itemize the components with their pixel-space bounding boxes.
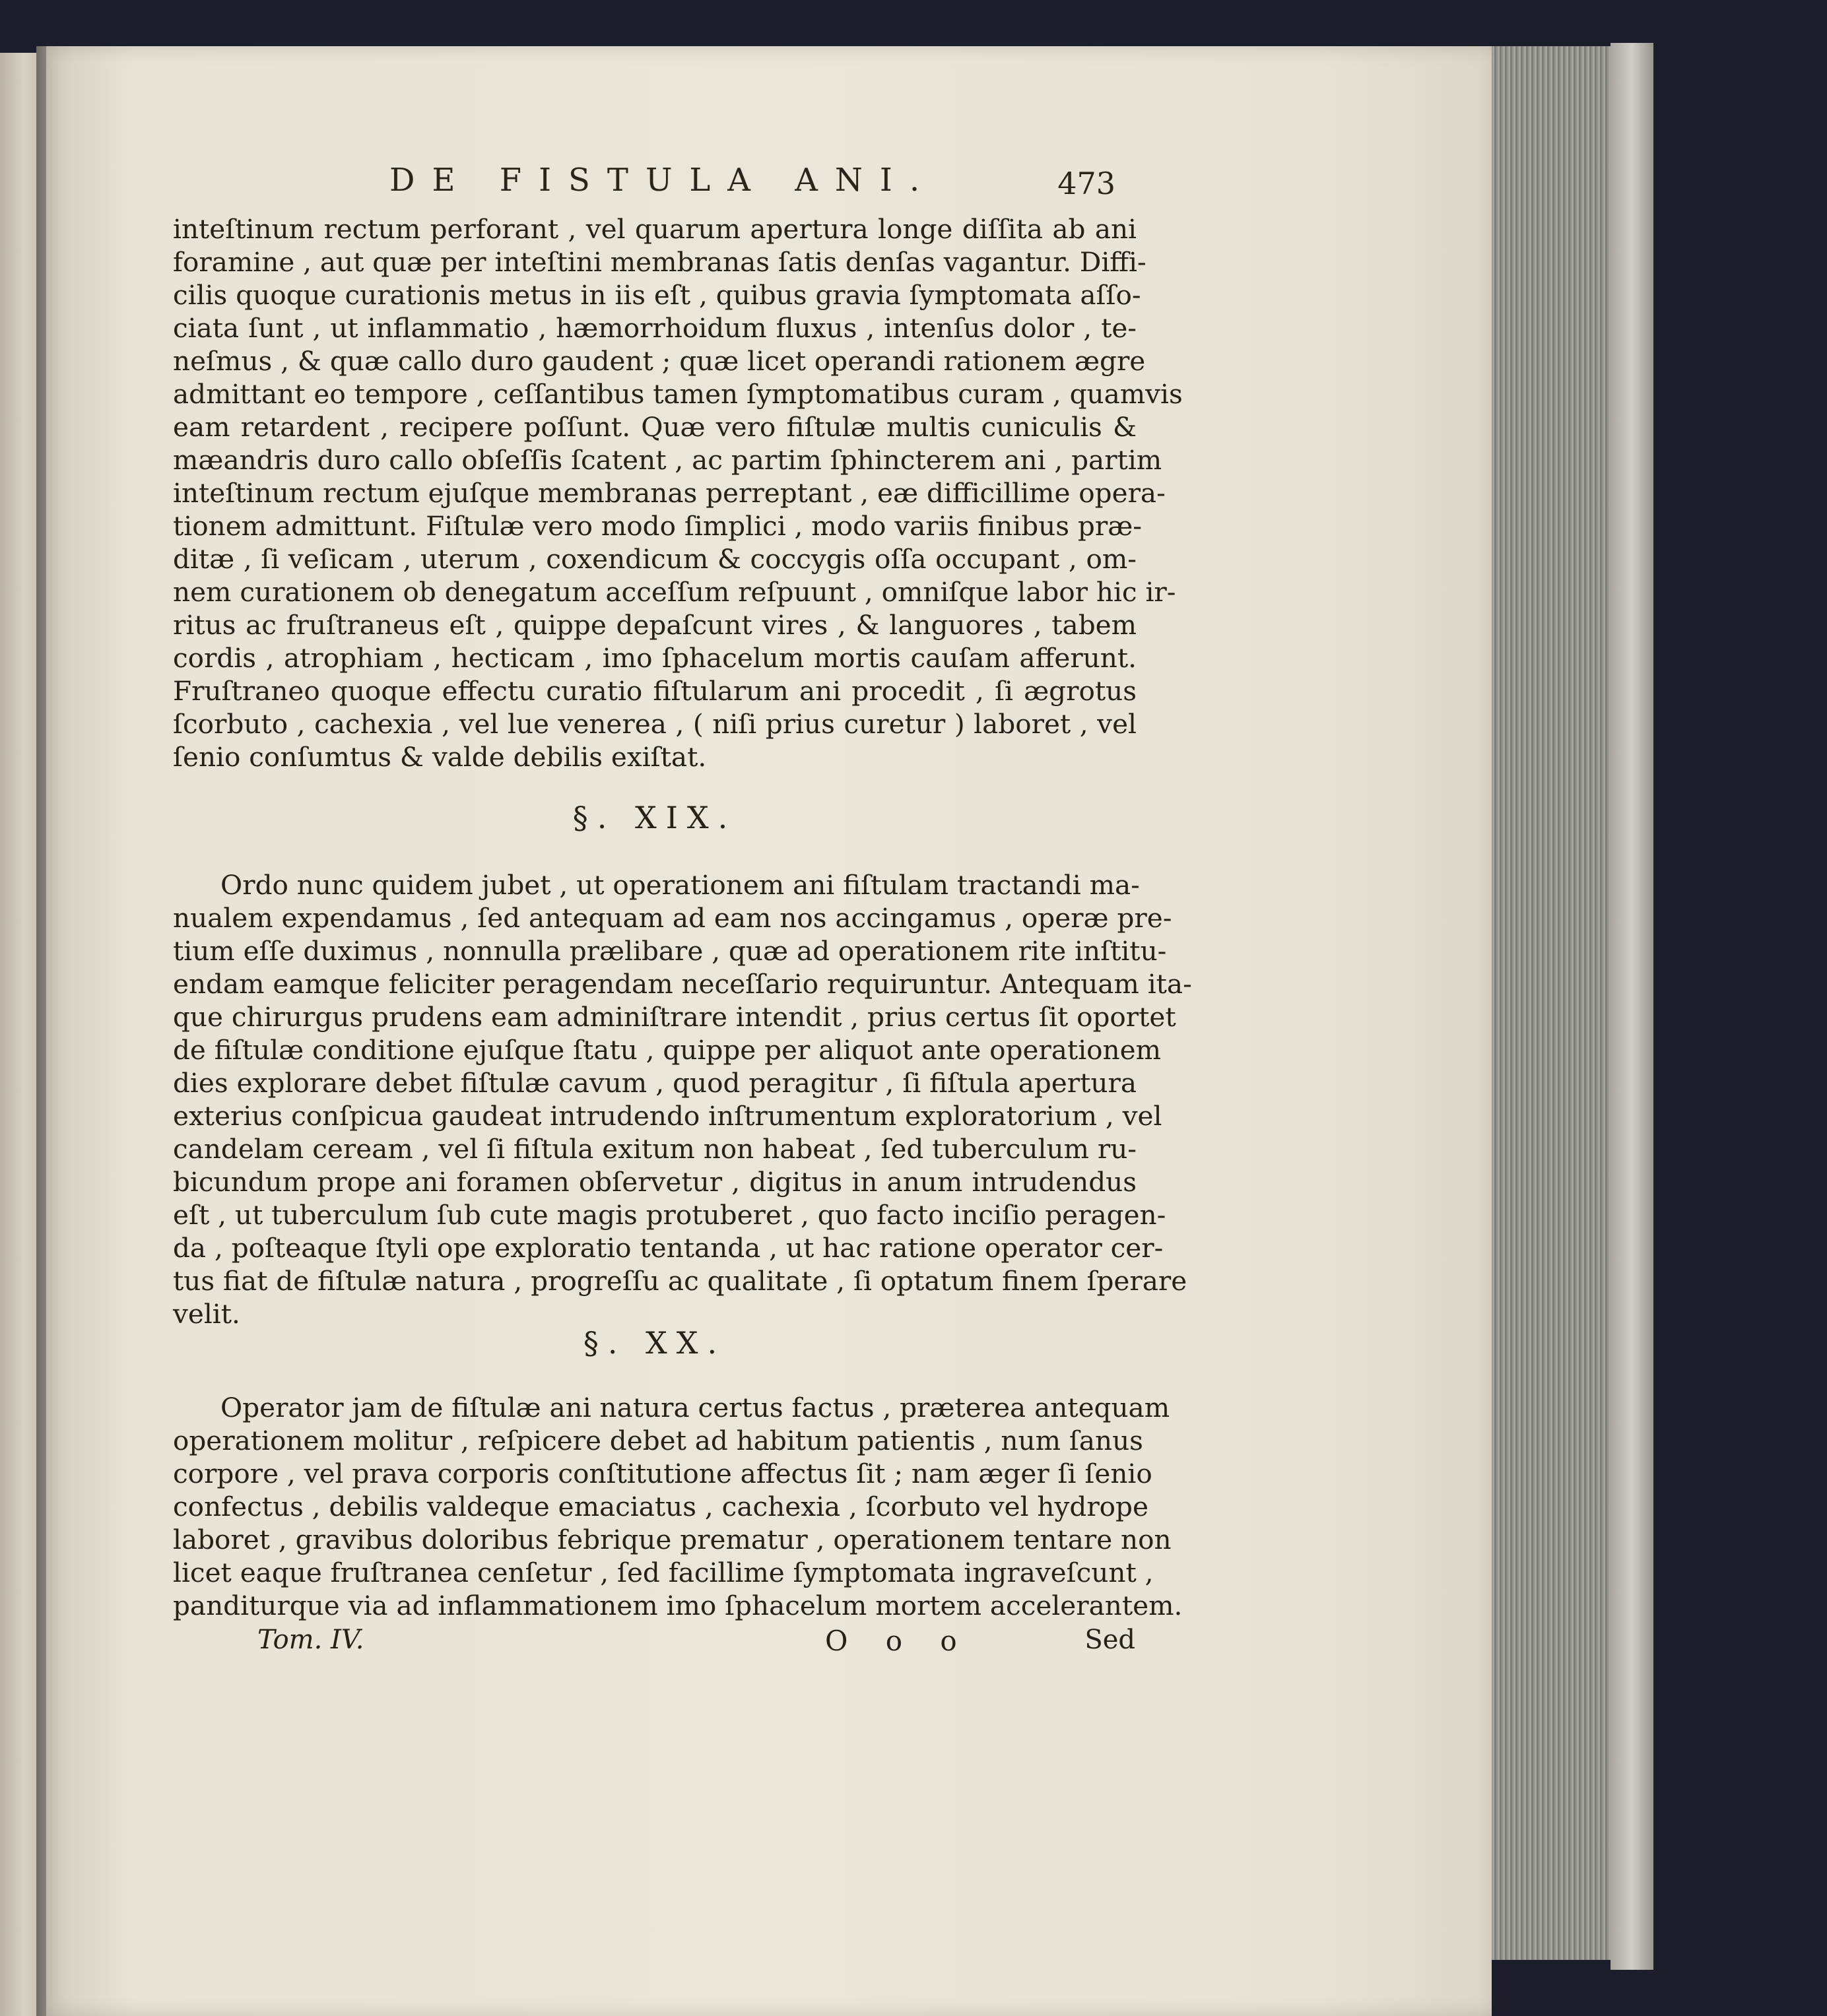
text-line: inteſtinum rectum perforant , vel quarum apertura longe diſſita ab ani [173,213,1137,245]
text-line: Operator jam de fiſtulæ ani natura certus factus , præterea antequam [220,1392,1170,1423]
text-line: bicundum prope ani foramen obſervetur , digitus in anum intrudendus [173,1166,1137,1198]
text-line: ſcorbuto , cachexia , vel lue venerea , ( niſi prius curetur ) laboret , vel [173,708,1137,740]
text-line: ditæ , ſi veſicam , uterum , coxendicum & coccygis oſſa occupant , om- [173,543,1137,575]
text-line: tium eſſe duximus , nonnulla prælibare , quæ ad operationem rite inſtitu- [173,935,1167,967]
text-line: foramine , aut quæ per inteſtini membranas ſatis denſas vagantur. Diffi- [173,246,1146,278]
signature-mark: O o o [825,1625,972,1657]
text-line: panditurque via ad inflammationem imo ſphacelum mortem accelerantem. [173,1590,1183,1621]
text-line: eam retardent , recipere poſſunt. Quæ vero fiſtulæ multis cuniculis & [173,411,1137,443]
text-line: Ordo nunc quidem jubet , ut operationem ani fiſtulam tractandi ma- [220,869,1140,901]
text-line: inteſtinum rectum ejuſque membranas perreptant , eæ difficillime opera- [173,477,1166,509]
text-line: nem curationem ob denegatum acceſſum reſpuunt , omniſque labor hic ir- [173,576,1176,608]
text-line: mæandris duro callo obſeſſis ſcatent , ac partim ſphincterem ani , partim [173,444,1162,476]
text-line: Fruſtraneo quoque effectu curatio fiſtularum ani procedit , ſi ægrotus [173,675,1137,707]
text-line: que chirurgus prudens eam adminiſtrare intendit , prius certus ſit oportet [173,1001,1176,1033]
catchword: Sed [1084,1625,1135,1655]
text-line: nualem expendamus , ſed antequam ad eam nos accingamus , operæ pre- [173,902,1172,934]
page-number: 473 [1057,166,1115,201]
page-footer [257,1625,1135,1664]
text-line: laboret , gravibus doloribus febrique prematur , operationem tentare non [173,1524,1172,1555]
text-line: da , poſteaque ſtyli ope exploratio tentanda , ut hac ratione operator cer- [173,1232,1164,1264]
page-header [389,162,1115,208]
text-line: ritus ac fruſtraneus eſt , quippe depaſcunt vires , & languores , tabem [173,609,1137,641]
text-line: exterius conſpicua gaudeat intrudendo inſtrumentum exploratorium , vel [173,1100,1162,1132]
paragraph-continued [173,212,1183,773]
text-line: cilis quoque curationis metus in iis eſt , quibus gravia ſymptomata aſſo- [173,279,1141,311]
text-line: tionem admittunt. Fiſtulæ vero modo ſimplici , modo variis finibus præ- [173,510,1142,542]
text-line: velit. [173,1298,240,1330]
page-block-edges [1492,46,1620,1960]
paragraph-section-xix [173,868,1192,1330]
text-line: licet eaque fruſtranea cenſetur , ſed facillime ſymptomata ingraveſcunt , [173,1557,1154,1588]
text-line: candelam ceream , vel ſi fiſtula exitum non habeat , ſed tuberculum ru- [173,1133,1137,1165]
running-title: DE FISTULA ANI. [389,162,937,199]
text-line: eſt , ut tuberculum ſub cute magis protuberet , quo facto inciſio peragen- [173,1199,1166,1231]
section-heading-xx: §. XX. [583,1325,727,1361]
text-line: ciata ſunt , ut inflammatio , hæmorrhoidum fluxus , intenſus dolor , te- [173,312,1137,344]
text-line: confectus , debilis valdeque emaciatus , cachexia , ſcorbuto vel hydrope [173,1491,1148,1522]
text-line: admittant eo tempore , ceſſantibus tamen ſymptomatibus curam , quamvis [173,378,1183,410]
volume-mark: Tom. IV. [257,1625,364,1655]
book-cover-edge [1611,43,1653,1970]
text-line: neſmus , & quæ callo duro gaudent ; quæ licet operandi rationem ægre [173,345,1146,377]
text-line: operationem molitur , reſpicere debet ad habitum patientis , num ſanus [173,1425,1143,1456]
text-line: cordis , atrophiam , hecticam , imo ſphacelum mortis cauſam afferunt. [173,642,1137,674]
text-line: endam eamque feliciter peragendam neceſſario requiruntur. Antequam ita- [173,968,1192,1000]
text-line: dies explorare debet fiſtulæ cavum , quod peragitur , ſi fiſtula apertura [173,1067,1137,1099]
text-line: de fiſtulæ conditione ejuſque ſtatu , quippe per aliquot ante operationem [173,1034,1161,1066]
left-page-edge [0,53,40,2016]
text-line: ſenio conſumtus & valde debilis exiſtat. [173,741,707,773]
text-line: tus fiat de fiſtulæ natura , progreſſu ac qualitate , ſi optatum finem ſperare [173,1265,1187,1297]
text-line: corpore , vel prava corporis conſtitutione affectus ſit ; nam æger ſi ſenio [173,1458,1152,1489]
paragraph-section-xx [173,1391,1183,1622]
section-heading-xix: §. XIX. [572,800,737,835]
